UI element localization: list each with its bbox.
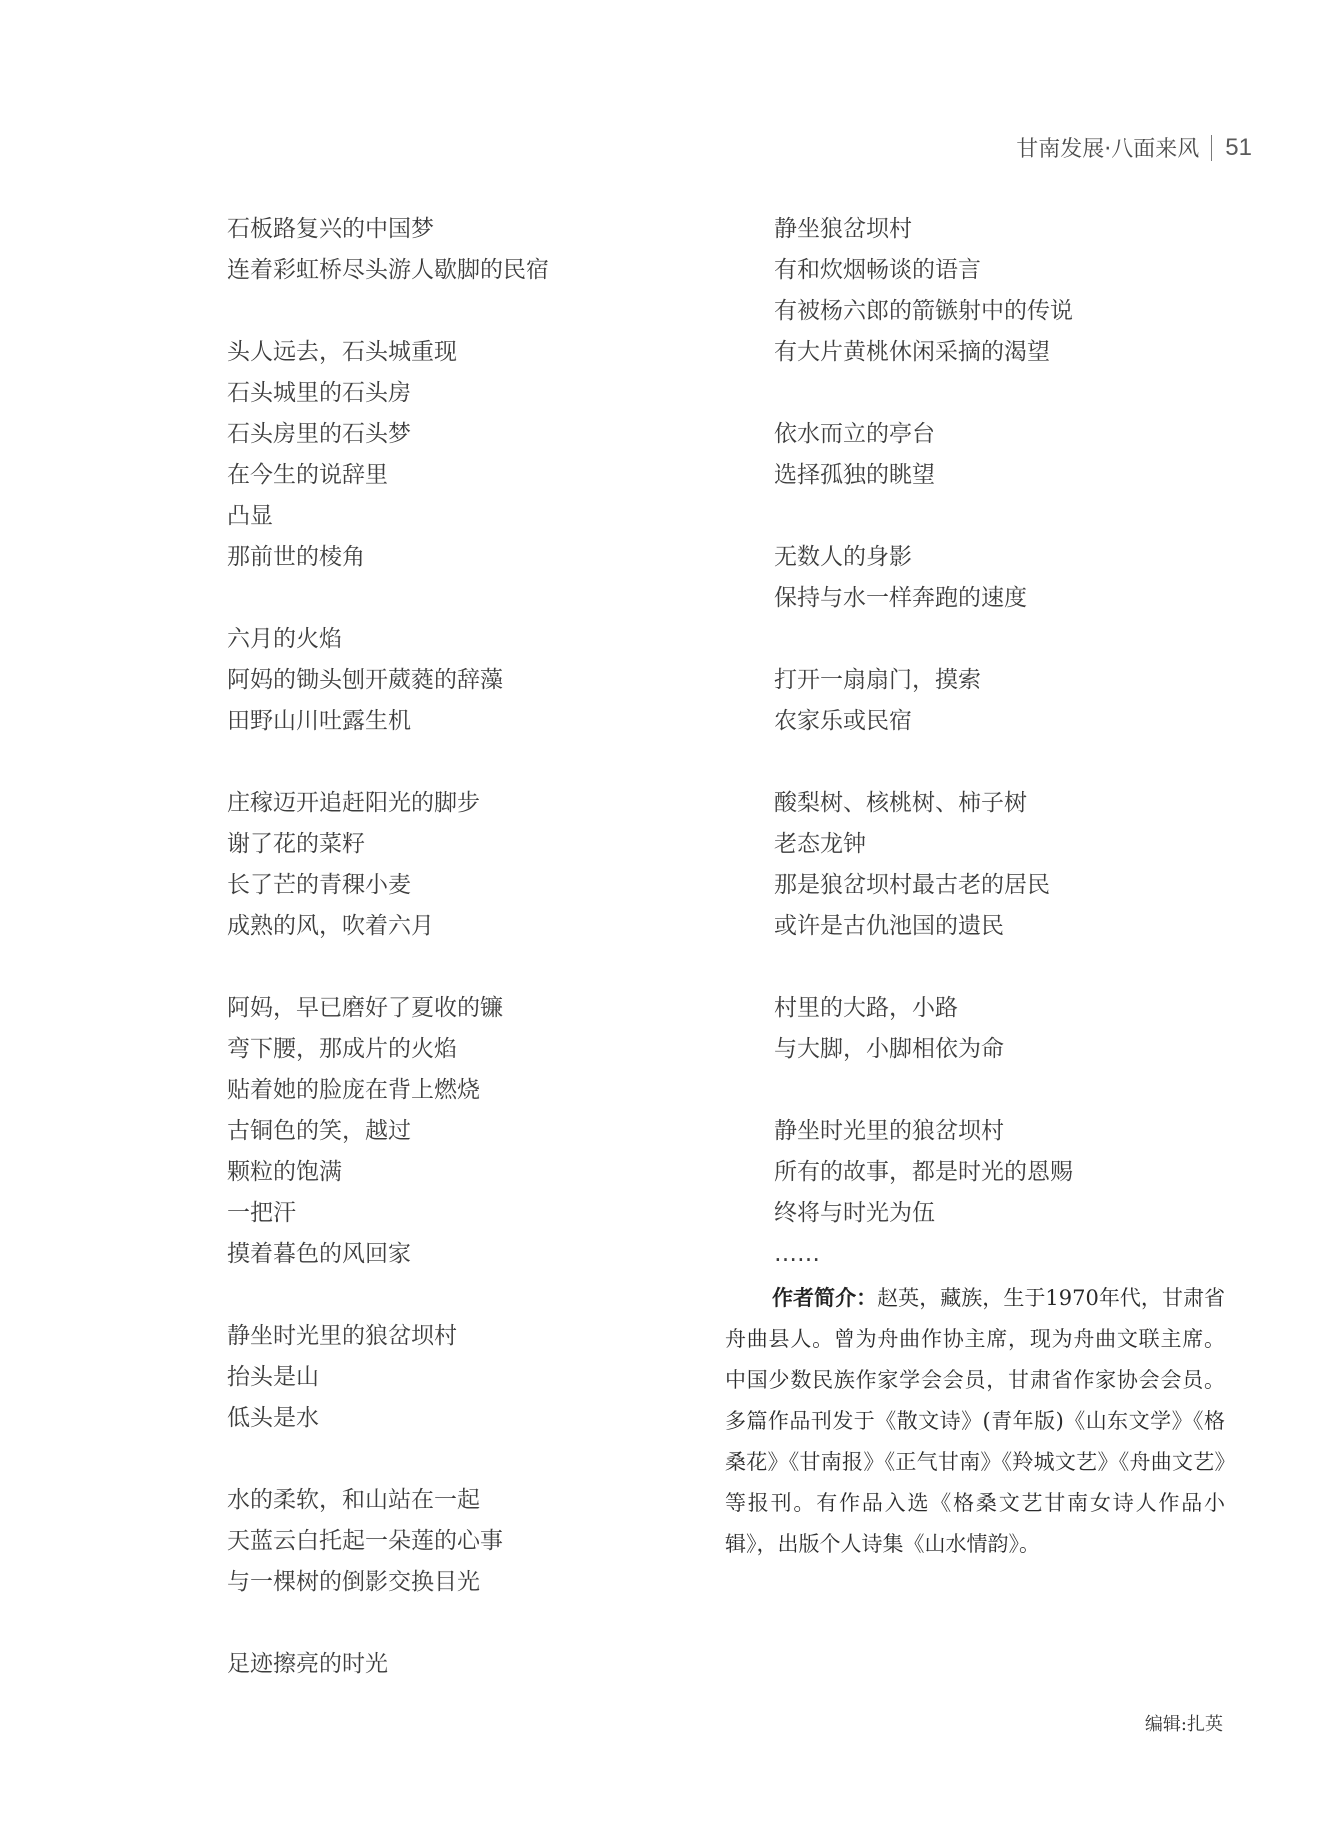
poem-line: 古铜色的笑，越过: [227, 1118, 411, 1144]
poem-line: 那是狼岔坝村最古老的居民: [774, 872, 1050, 898]
poem-line: 阿妈，早已磨好了夏收的镰: [227, 995, 503, 1021]
poem-line: 摸着暮色的风回家: [227, 1241, 411, 1267]
poem-line: 田野山川吐露生机: [227, 708, 411, 734]
poem-line: 与大脚，小脚相依为命: [774, 1036, 1004, 1062]
poem-line: 有和炊烟畅谈的语言: [774, 257, 981, 283]
poem-line: 有被杨六郎的箭镞射中的传说: [774, 298, 1073, 324]
poem-line: 静坐狼岔坝村: [774, 216, 912, 242]
poem-stanza: [774, 1111, 1254, 1275]
poem-line: 凸显: [227, 503, 273, 529]
section-title: 甘南发展·八面来风: [1016, 137, 1200, 162]
poem-line: 石头房里的石头梦: [227, 421, 411, 447]
poem-line: 庄稼迈开追赶阳光的脚步: [227, 790, 480, 816]
author-bio-label: 作者简介：: [772, 1286, 878, 1310]
poem-line: 天蓝云白托起一朵莲的心事: [227, 1528, 503, 1554]
poem-line: 静坐时光里的狼岔坝村: [227, 1323, 457, 1349]
poem-line: 弯下腰，那成片的火焰: [227, 1036, 457, 1062]
poem-stanza: [227, 988, 687, 1275]
poem-line: 一把汗: [227, 1200, 296, 1226]
poem-stanza: [227, 783, 687, 947]
poem-line: 选择孤独的眺望: [774, 462, 935, 488]
poem-line: 谢了花的菜籽: [227, 831, 365, 857]
poem-line: 或许是古仇池国的遗民: [774, 913, 1004, 939]
poem-line: 头人远去，石头城重现: [227, 339, 457, 365]
poem-stanza: [227, 619, 687, 742]
poem-stanza: [774, 537, 1254, 619]
editor-credit: 编辑:扎英: [1144, 1714, 1223, 1735]
poem-line: 酸梨树、核桃树、柿子树: [774, 790, 1027, 816]
poem-line: 低头是水: [227, 1405, 319, 1431]
poem-right-column: [774, 209, 1254, 1275]
poem-line: 石板路复兴的中国梦: [227, 216, 434, 242]
poem-line: 在今生的说辞里: [227, 462, 388, 488]
poem-line: 有大片黄桃休闲采摘的渴望: [774, 339, 1050, 365]
poem-line: 连着彩虹桥尽头游人歇脚的民宿: [227, 257, 549, 283]
poem-line: 依水而立的亭台: [774, 421, 935, 447]
poem-stanza: [774, 660, 1254, 742]
poem-line: 与一棵树的倒影交换目光: [227, 1569, 480, 1595]
poem-stanza: [774, 414, 1254, 496]
author-bio-text: 赵英，藏族，生于1970年代，甘肃省舟曲县人。曾为舟曲作协主席，现为舟曲文联主席。中国少数民族作家学会会员，甘肃省作家协会会员。多篇作品刊发于《散文诗》(青年版)《山东文学》《格桑花》《甘南报》《正气甘南》《羚城文艺》《舟曲文艺》等报刊。有作品入选《格桑文艺甘南女诗人作品小辑》，出版个人诗集《山水情韵》。: [725, 1286, 1226, 1556]
poem-line: 那前世的棱角: [227, 544, 365, 570]
poem-line: 终将与时光为伍: [774, 1200, 935, 1226]
poem-line: 六月的火焰: [227, 626, 342, 652]
poem-line: 老态龙钟: [774, 831, 866, 857]
author-bio: [725, 1278, 1225, 1565]
poem-stanza: [774, 988, 1254, 1070]
poem-line: 水的柔软，和山站在一起: [227, 1487, 480, 1513]
poem-line: 石头城里的石头房: [227, 380, 411, 406]
poem-line: 成熟的风，吹着六月: [227, 913, 434, 939]
poem-line: 抬头是山: [227, 1364, 319, 1390]
poem-line: 村里的大路，小路: [774, 995, 958, 1021]
poem-line: 阿妈的锄头刨开葳蕤的辞藻: [227, 667, 503, 693]
running-header: [1016, 132, 1252, 163]
poem-stanza: [227, 209, 687, 291]
poem-stanza: [774, 783, 1254, 947]
poem-line: 所有的故事，都是时光的恩赐: [774, 1159, 1073, 1185]
poem-stanza: [227, 1644, 687, 1685]
poem-stanza: [227, 1480, 687, 1603]
poem-line: 静坐时光里的狼岔坝村: [774, 1118, 1004, 1144]
poem-line: 保持与水一样奔跑的速度: [774, 585, 1027, 611]
poem-stanza: [774, 209, 1254, 373]
poem-line: 打开一扇扇门，摸索: [774, 667, 981, 693]
poem-line: 颗粒的饱满: [227, 1159, 342, 1185]
poem-left-column: [227, 209, 687, 1685]
poem-stanza: [227, 1316, 687, 1439]
page-number: 51: [1225, 133, 1252, 161]
poem-stanza: [227, 332, 687, 578]
poem-line: 农家乐或民宿: [774, 708, 912, 734]
poem-line: ……: [774, 1241, 820, 1267]
poem-line: 贴着她的脸庞在背上燃烧: [227, 1077, 480, 1103]
poem-line: 无数人的身影: [774, 544, 912, 570]
header-divider: [1211, 135, 1212, 161]
poem-line: 长了芒的青稞小麦: [227, 872, 411, 898]
poem-line: 足迹擦亮的时光: [227, 1651, 388, 1677]
